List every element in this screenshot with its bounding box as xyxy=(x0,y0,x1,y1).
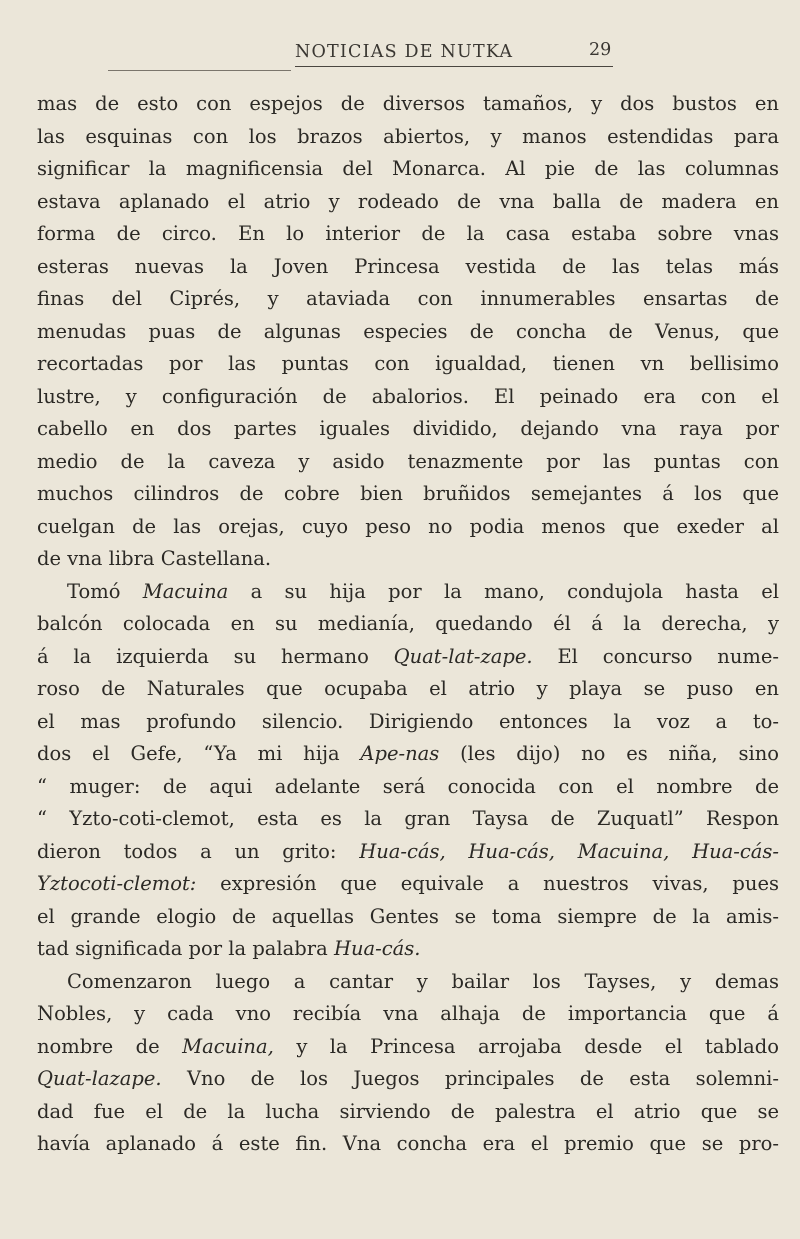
text-line: lustre, y configuración de abalorios. El peinado era con el xyxy=(37,384,779,408)
text-line: Comenzaron luego a cantar y bailar los Tayses, y demas xyxy=(67,969,779,993)
text-line: cuelgan de las orejas, cuyo peso no podia menos que exeder al xyxy=(37,514,779,538)
text-line: medio de la caveza y asido tenazmente por las puntas con xyxy=(37,449,779,473)
text-line: forma de circo. En lo interior de la casa estaba sobre vnas xyxy=(37,222,779,245)
name-macuina: Macuina, xyxy=(182,1034,274,1058)
text-run: a su hija por la mano, condujola hasta el xyxy=(250,579,779,603)
header-rule-left xyxy=(108,70,291,71)
name-macuina: Macuina xyxy=(142,579,229,603)
text-line: dad fue el de la lucha sirviendo de palestra el atrio que se xyxy=(37,1099,779,1123)
text-line: finas del Ciprés, y ataviada con innumerables ensartas de xyxy=(37,287,779,310)
text-line xyxy=(37,1063,779,1096)
text-line: el mas profundo silencio. Dirigiendo entonces la voz a to- xyxy=(37,709,779,733)
text-line xyxy=(37,738,779,771)
text-line: significar la magnificensia del Monarca. Al pie de las columnas xyxy=(37,157,779,180)
text-line: esteras nuevas la Joven Princesa vestida de las telas más xyxy=(37,254,779,278)
text-line xyxy=(37,933,779,966)
text-line: “ Yzto-coti-clemot, esta es la gran Taysa de Zuquatl” Respon xyxy=(37,807,779,830)
text-run: dieron todos a un grito: xyxy=(37,839,337,863)
name-quat-lat-zape: Quat-lat-zape. xyxy=(393,644,533,668)
text-line: roso de Naturales que ocupaba el atrio y playa se puso en xyxy=(37,677,779,700)
text-line: balcón colocada en su medianía, quedando él á la derecha, y xyxy=(37,612,779,635)
name-quat-lazape: Quat-lazape. xyxy=(37,1067,162,1090)
text-line xyxy=(37,868,779,901)
text-line: havía aplanado á este fin. Vna concha era el premio que se pro- xyxy=(37,1132,779,1155)
text-line: cabello en dos partes iguales dividido, dejando vna raya por xyxy=(37,417,779,440)
text-run: tad significada por la palabra xyxy=(37,937,328,960)
text-line: estava aplanado el atrio y rodeado de vna balla de madera en xyxy=(37,189,779,213)
name-yztocoti-clemot: Yztocoti-clemot: xyxy=(37,872,197,895)
text-line: el grande elogio de aquellas Gentes se toma siempre de la amis- xyxy=(37,904,779,928)
text-run: expresión que equivale a nuestros vivas, pues xyxy=(220,872,779,895)
text-line: las esquinas con los brazos abiertos, y manos estendidas para xyxy=(37,124,779,148)
text-run: (les dijo) no es niña, sino xyxy=(460,742,779,765)
text-line xyxy=(37,836,779,869)
word-hua-cas: Hua-cás. xyxy=(333,937,421,960)
text-line: mas de esto con espejos de diversos tamaños, y dos bustos en xyxy=(37,92,779,115)
text-run: Tomó xyxy=(67,579,121,603)
text-line: recortadas por las puntas con igualdad, tienen vn bellisimo xyxy=(37,352,779,375)
header-rule xyxy=(295,66,613,67)
text-line xyxy=(37,641,779,674)
running-head xyxy=(295,42,775,72)
text-run: nombre de xyxy=(37,1034,160,1058)
running-title: NOTICIAS DE NUTKA xyxy=(295,42,514,62)
text-line: muchos cilindros de cobre bien bruñidos semejantes á los que xyxy=(37,482,779,505)
text-run: y la Princesa arrojaba desde el tablado xyxy=(296,1034,779,1058)
name-ape-nas: Ape-nas xyxy=(360,742,440,765)
text-line: menudas puas de algunas especies de concha de Venus, que xyxy=(37,319,779,343)
cry-hua-cas: Hua-cás, Hua-cás, Macuina, Hua-cás- xyxy=(359,839,779,863)
text-line: de vna libra Castellana. xyxy=(37,547,272,570)
text-line xyxy=(37,576,779,609)
text-run: dos el Gefe, “Ya mi hija xyxy=(37,742,340,765)
text-run: El concurso nume- xyxy=(557,644,779,668)
text-run: á la izquierda su hermano xyxy=(37,644,369,668)
body-text xyxy=(37,88,779,1161)
page-number: 29 xyxy=(589,40,612,60)
text-line: “ muger: de aqui adelante será conocida con el nombre de xyxy=(37,774,779,798)
text-run: Vno de los Juegos principales de esta solemni- xyxy=(186,1067,779,1090)
text-line xyxy=(37,1031,779,1064)
text-line: Nobles, y cada vno recibía vna alhaja de importancia que á xyxy=(37,1002,779,1025)
